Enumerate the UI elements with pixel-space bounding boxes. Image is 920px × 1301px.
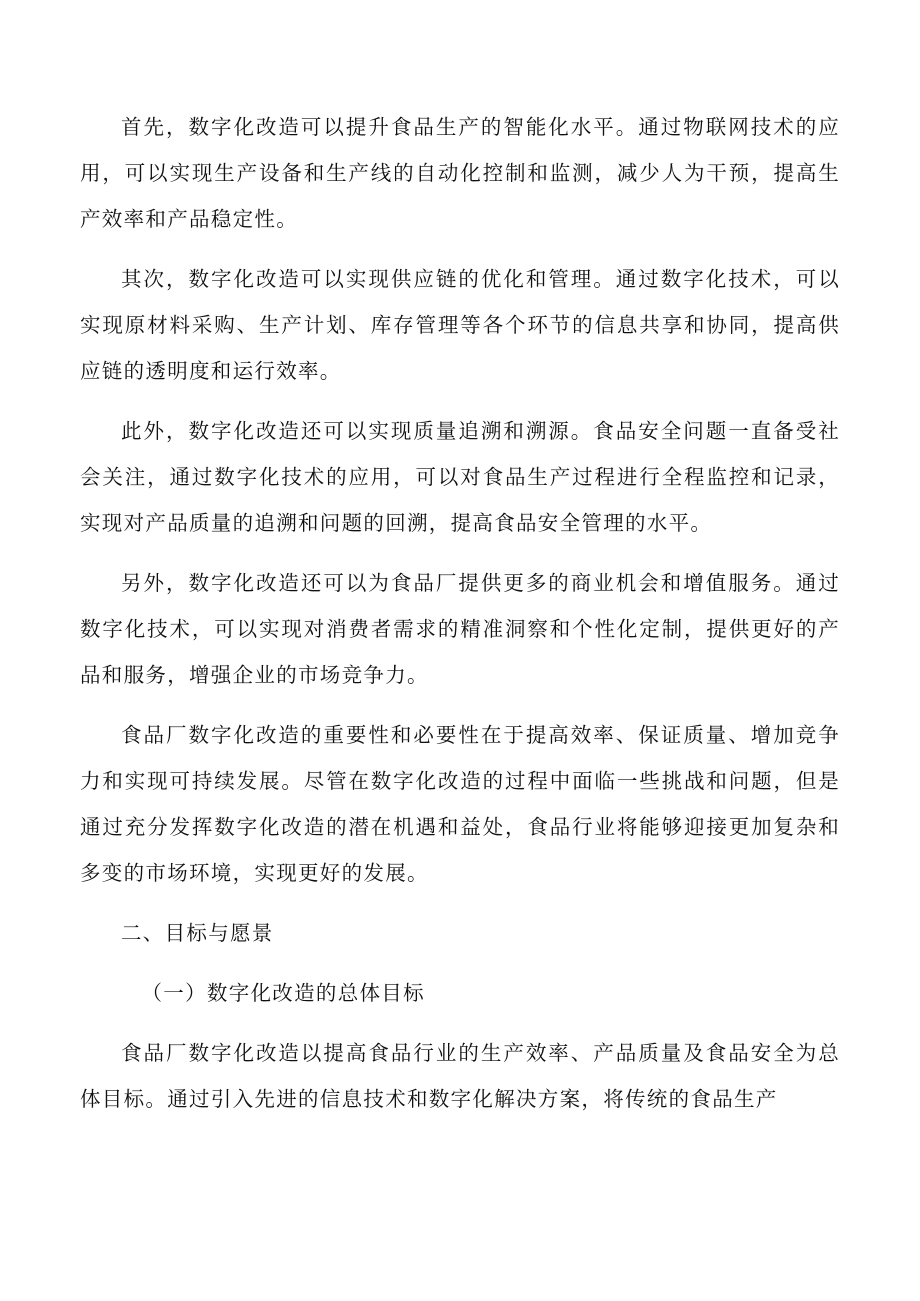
paragraph-importance-summary: 食品厂数字化改造的重要性和必要性在于提高效率、保证质量、增加竞争力和实现可持续发展。尽管在数字化改造的过程中面临一些挑战和问题，但是通过充分发挥数字化改造的潜在机遇和益处，食品行业将能够迎接更加复杂和多变的市场环境，实现更好的发展。	[80, 723, 840, 885]
paragraph-traceability: 此外，数字化改造还可以实现质量追溯和溯源。食品安全问题一直备受社会关注，通过数字化技术的应用，可以对食品生产过程进行全程监控和记录，实现对产品质量的追溯和问题的回溯，提高食品安全管理的水平。	[80, 419, 840, 535]
paragraph-supply-chain: 其次，数字化改造可以实现供应链的优化和管理。通过数字化技术，可以实现原材料采购、生产计划、库存管理等各个环节的信息共享和协同，提高供应链的透明度和运行效率。	[80, 267, 840, 383]
paragraph-intelligence: 首先，数字化改造可以提升食品生产的智能化水平。通过物联网技术的应用，可以实现生产设备和生产线的自动化控制和监测，减少人为干预，提高生产效率和产品稳定性。	[80, 115, 840, 231]
paragraph-business-opportunity: 另外，数字化改造还可以为食品厂提供更多的商业机会和增值服务。通过数字化技术，可以实现对消费者需求的精准洞察和个性化定制，提供更好的产品和服务，增强企业的市场竞争力。	[80, 571, 840, 687]
section-heading: 二、目标与愿景	[121, 921, 274, 945]
document-body	[80, 104, 840, 1136]
subsection-heading: （一）数字化改造的总体目标	[141, 981, 425, 1005]
paragraph-overall-goal: 食品厂数字化改造以提高食品行业的生产效率、产品质量及食品安全为总体目标。通过引入先进的信息技术和数字化解决方案，将传统的食品生产	[80, 1041, 840, 1111]
